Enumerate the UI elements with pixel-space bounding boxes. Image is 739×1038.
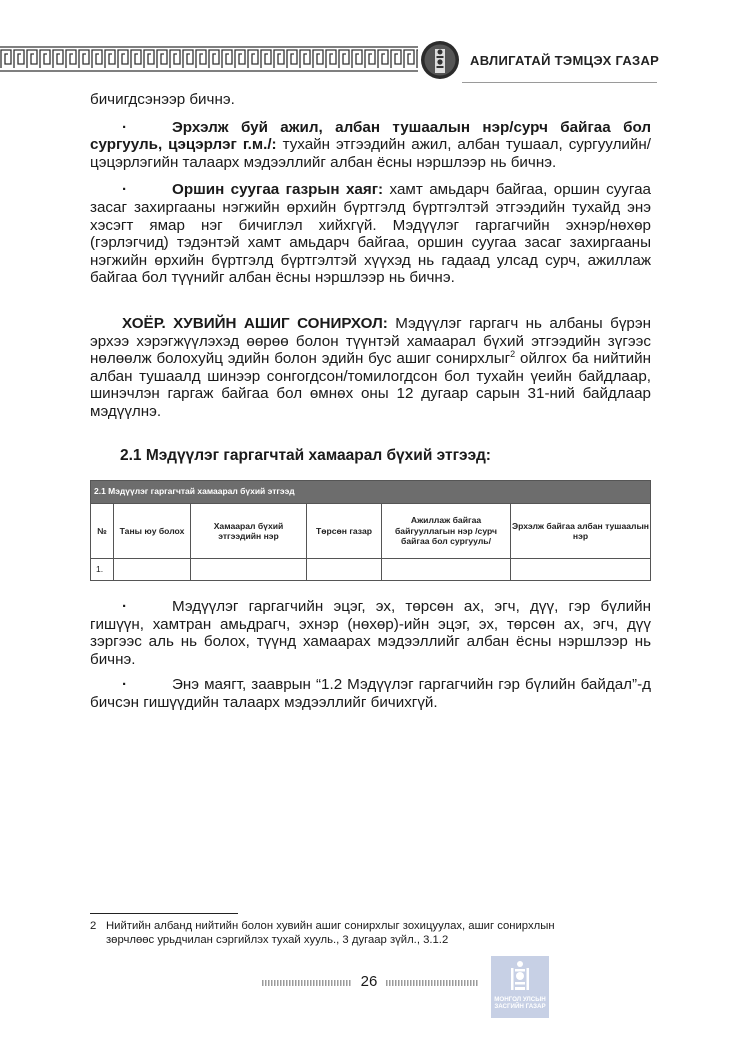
government-label-line-2: ЗАСГИЙН ГАЗАР — [494, 1003, 546, 1011]
bullet-exclusion-text: Энэ маягт, зааврын “1.2 Мэдүүлэг гаргагчийн гэр бүлийн байдал”-д бичсэн гишүүдийн талаарх мэдээллийг бичихгүй. — [90, 676, 651, 712]
column-header: № — [91, 504, 114, 559]
soyombo-emblem-icon — [420, 40, 460, 80]
bullet-marker: · — [122, 118, 128, 136]
section-two-paragraph — [90, 315, 651, 421]
bullet-job-title-text: тухайн этгээдийн ажил, албан тушаал, сургуулийн/цэцэрлэгийн талаарх мэдээллийг албан ёсны нэршлээр нь бичнэ. — [90, 136, 651, 171]
column-header: Хамаарал бүхий этгээдийн нэр — [191, 504, 307, 559]
table-cell[interactable] — [191, 559, 307, 581]
agency-name: АВЛИГАТАЙ ТЭМЦЭХ ГАЗАР — [470, 53, 660, 68]
bullet-marker: · — [122, 181, 128, 199]
government-label-line-1: МОНГОЛ УЛСЫН — [494, 996, 546, 1003]
government-label — [491, 996, 549, 1010]
government-badge — [491, 956, 549, 1018]
section-two-text-a: Мэдүүлэг гаргагч нь албаны бүрэн эрхээ хэрэгжүүлэхэд өөрөө болон түүнтэй хамаарал бүхий этгээдийн зүгээс нөлөөлж болохуйц эдийн болон эдийн бус ашиг сонирхлыг — [90, 314, 651, 368]
bullet-marker: · — [122, 598, 128, 616]
table-cell[interactable] — [307, 559, 382, 581]
footnote-line-2: зөрчлөөс урьдчилан сэргийлэх тухай хууль., 3 дугаар зүйл., 3.1.2 — [106, 933, 449, 946]
column-header: Ажиллаж байгаа байгууллагын нэр /сурч байгаа бол сургууль/ — [382, 504, 511, 559]
section-two-text-b: ойлгох ба нийтийн албан тушаалд шинээр сонгогдсон/томилогдсон бол тухайн үеийн байдлаар, шинэчлэн гаргаж байгаа бол өмнөх оны 12 дугаар сарын 31-ний байдлаар мэдүүлнэ. — [90, 350, 651, 420]
table-caption: 2.1 Мэдүүлэг гаргагчтай хамаарал бүхий этгээд — [91, 481, 651, 504]
footnote-divider — [90, 913, 238, 914]
bullet-family-members — [90, 598, 651, 668]
bullet-address — [90, 181, 651, 287]
page-header — [0, 36, 739, 88]
footnote-number: 2 — [90, 920, 97, 932]
column-header: Эрхэлж байгаа албан тушаалын нэр — [511, 504, 651, 559]
bullet-job-title-heading: Эрхэлж буй ажил, албан тушаалын нэр/сурч байгаа бол сургууль, цэцэрлэг г.м./: — [90, 118, 651, 154]
footnote-reference[interactable]: 2 — [510, 349, 516, 360]
table-cell[interactable] — [511, 559, 651, 581]
paragraph-continuation: бичигдсэнээр бичнэ. — [90, 91, 235, 108]
footnote — [90, 920, 651, 947]
column-header: Төрсөн газар — [307, 504, 382, 559]
bullet-marker: · — [122, 676, 128, 694]
bullet-address-text: хамт амьдарч байгаа, оршин суугаа засаг захиргааны нэгжийн өрхийн бүртгэлд бүртгэлтэй этгээдийн тухайд энэ хэсэгт ямар нэг бичиглэл хийхгүй. Мэдүүлэг гаргагчийн эхнэр/нөхөр (гэрлэгчид) тэдэнтэй хамт амьдарч байгаа, оршин суугаа засаг захиргааны нэгжийн өрхийн бүртгэлд бүртгэлтэй хүүхэд нь гадаад улсад сурч, ажиллаж байгаа бол түүнийг албан ёсны нэршлээр нь бичнэ. — [90, 181, 651, 287]
bullet-exclusion — [90, 676, 651, 711]
meander-border-pattern — [0, 46, 418, 72]
page-number: 26 — [360, 973, 378, 990]
table-cell[interactable] — [382, 559, 511, 581]
footnote-line-1: Нийтийн албанд нийтийн болон хувийн ашиг сонирхлыг зохицуулах, ашиг сонирхлын — [106, 920, 555, 932]
bullet-job-title — [90, 119, 651, 172]
document-body — [90, 91, 651, 712]
page-number-ornament-right — [386, 980, 478, 986]
bullet-family-members-text: Мэдүүлэг гаргагчийн эцэг, эх, төрсөн ах, эгч, дүү, гэр бүлийн гишүүн, хамтран амьдрагч, эхнэр (нөхөр)-ийн эцэг, эх, төрсөн ах, эгч, дүү зэргээс аль нь болох, түүнд хамаарах мэдээллийг албан ёсны нэршлээр нь бичнэ. — [90, 598, 651, 668]
soyombo-emblem-icon — [509, 960, 531, 994]
table-cell[interactable] — [114, 559, 191, 581]
section-two-heading: ХОЁР. ХУВИЙН АШИГ СОНИРХОЛ: — [122, 314, 388, 332]
subsection-heading: 2.1 Мэдүүлэг гаргагчтай хамаарал бүхий этгээд: — [120, 446, 491, 464]
table-row — [91, 559, 651, 581]
table-cell: 1. — [91, 559, 114, 581]
page-number-ornament-left — [262, 980, 352, 986]
column-header: Таны юу болох — [114, 504, 191, 559]
table-header-row — [91, 504, 651, 559]
related-persons-table — [90, 480, 651, 581]
header-divider — [462, 82, 657, 83]
bullet-address-heading: Оршин суугаа газрын хаяг: — [172, 181, 384, 199]
